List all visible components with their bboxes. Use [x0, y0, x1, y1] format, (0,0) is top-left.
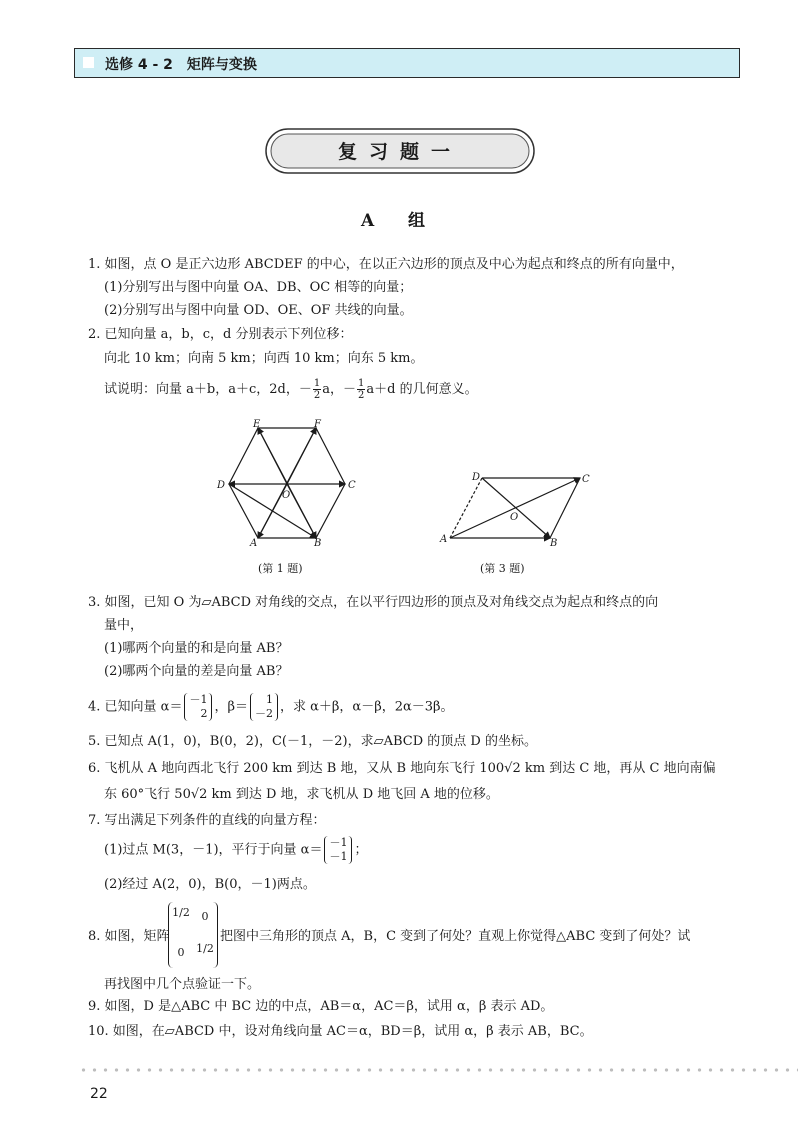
problem-7-text-a: (1)过点 M(3，－1)，平行于向量 α＝: [104, 842, 323, 858]
label-B: B: [314, 538, 322, 548]
matrix-cell-22: 1/2: [196, 942, 214, 955]
problem-10: 10. 如图，在▱ABCD 中，设对角线向量 AC＝α，BD＝β，试用 α，β 表示 AB，BC。: [88, 1024, 593, 1039]
problem-1-part-1: (1)分别写出与图中向量 OA、DB、OC 相等的向量；: [104, 280, 413, 295]
review-title: 复习题一: [337, 141, 462, 163]
matrix-cell-21: 0: [177, 946, 185, 959]
problem-2-text-c: a＋d 的几何意义。: [366, 382, 478, 397]
vector-alpha-p7: －1 －1: [324, 836, 352, 864]
problem-7-part-1: [104, 836, 367, 864]
matrix-p8: [168, 902, 218, 968]
problem-8-label: 8. 如图，矩阵: [88, 929, 170, 944]
problem-3-part-1: (1)哪两个向量的和是向量 AB？: [104, 641, 289, 656]
label-O: O: [510, 512, 519, 523]
section-header-bar: [74, 48, 740, 78]
footer-dotted-rule: [78, 1068, 798, 1072]
problem-6-line-2: 东 60°飞行 50√2 km 到达 D 地，求飞机从 D 地飞回 A 地的位移。: [104, 787, 499, 802]
problem-2-question: [104, 378, 478, 401]
problem-4-text-a: 4. 已知向量 α＝: [88, 699, 183, 715]
problem-8-cont: 再找图中几个点验证一下。: [104, 977, 261, 992]
group-heading: A 组: [360, 211, 440, 231]
problem-5: 5. 已知点 A(1，0)，B(0，2)，C(－1，－2)，求▱ABCD 的顶点 D 的坐标。: [88, 734, 537, 749]
label-E: E: [253, 419, 261, 430]
matrix-cell-12: 0: [201, 910, 209, 923]
vector-alpha: －1 2: [184, 693, 212, 721]
label-C: C: [348, 480, 356, 491]
label-A: A: [250, 538, 258, 548]
problem-4: [88, 693, 454, 721]
hexagon-figure: [210, 418, 360, 548]
header-square-icon: [83, 57, 94, 68]
figure-1-caption: (第 1 题): [258, 562, 303, 575]
problem-3-stem: 3. 如图，已知 O 为▱ABCD 对角线的交点，在以平行四边形的顶点及对角线交点为起点和终点的向: [88, 595, 659, 610]
label-B: B: [550, 538, 558, 548]
label-D: D: [472, 472, 481, 483]
problem-2-text-a: 试说明：向量 a＋b，a＋c，2d，－: [104, 382, 312, 397]
problem-2-displacements: 向北 10 km；向南 5 km；向西 10 km；向东 5 km。: [104, 351, 424, 366]
problem-2-text-b: a，－: [322, 382, 356, 397]
page-number: 22: [90, 1086, 108, 1102]
label-D: D: [217, 480, 226, 491]
matrix-cell-11: 1/2: [172, 906, 190, 919]
problem-1-stem: 1. 如图，点 O 是正六边形 ABCDEF 的中心，在以正六边形的顶点及中心为起点和终点的所有向量中，: [88, 257, 684, 272]
figure-3-caption: (第 3 题): [480, 562, 525, 575]
problem-7-stem: 7. 写出满足下列条件的直线的向量方程：: [88, 813, 326, 828]
label-O: O: [282, 490, 291, 501]
problem-1-part-2: (2)分别写出与图中向量 OD、OE、OF 共线的向量。: [104, 303, 413, 318]
problem-4-text-c: ，求 α＋β，α－β，2α－3β。: [279, 699, 454, 715]
problem-4-text-b: ，β＝: [214, 699, 248, 715]
section-header-text: 选修 4 - 2 矩阵与变换: [105, 57, 257, 73]
problem-2-stem: 2. 已知向量 a，b，c，d 分别表示下列位移：: [88, 327, 353, 342]
fraction-half: $\frac{1}{2}$: [313, 378, 321, 401]
problem-7-text-b: ；: [354, 842, 368, 858]
label-A: A: [440, 534, 448, 545]
label-C: C: [582, 474, 590, 485]
review-title-box: [265, 128, 535, 174]
label-F: F: [314, 419, 321, 430]
problem-6-line-1: 6. 飞机从 A 地向西北飞行 200 km 到达 B 地，又从 B 地向东飞行 100√2 km 到达 C 地，再从 C 地向南偏: [88, 761, 716, 776]
vector-beta: 1 －2: [250, 693, 278, 721]
fraction-half: $\frac{1}{2}$: [357, 378, 365, 401]
parallelogram-figure: [438, 468, 598, 548]
problem-7-part-2: (2)经过 A(2，0)，B(0，－1)两点。: [104, 877, 316, 892]
problem-3-stem-cont: 量中，: [104, 618, 144, 633]
problem-9: 9. 如图，D 是△ABC 中 BC 边的中点，AB＝α，AC＝β，试用 α，β 表示 AD。: [88, 999, 554, 1014]
problem-8-question: 把图中三角形的顶点 A，B，C 变到了何处？直观上你觉得△ABC 变到了何处？试: [220, 929, 691, 944]
problem-3-part-2: (2)哪两个向量的差是向量 AB？: [104, 664, 289, 679]
